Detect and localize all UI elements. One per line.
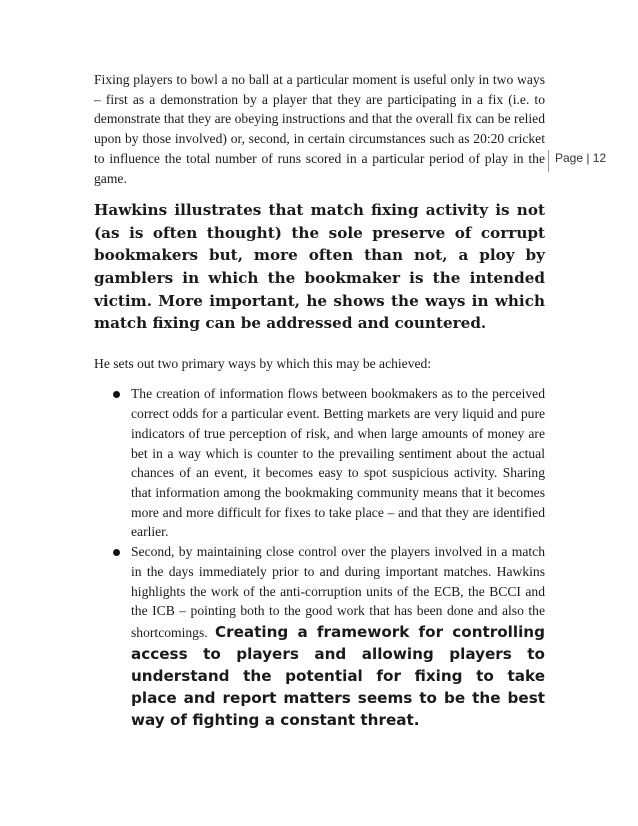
page-number: Page | 12 [548,150,606,172]
bullet-text-player-control-normal: Second, by maintaining close control over the players involved in a match in the days immediately prior to and during important matches. Hawkins highlights the work of the anti-corruption units of the ECB, the BCCI and the ICB – pointing both to the good work that has been done and also the shortcomings. [131,544,545,640]
bullet-text-player-control [131,542,545,731]
paragraph-hawkins-summary: Hawkins illustrates that match fixing activity is not (as is often thought) the sole preserve of corrupt bookmakers but, more often than not, a ploy by gamblers in which the bookmaker is the intended victim. More important, he shows the ways in which match fixing can be addressed and countered. [94,201,545,333]
list-item [94,542,545,731]
paragraph-primary-ways-intro: He sets out two primary ways by which this may be achieved: [94,355,432,371]
paragraph-no-ball-fixing: Fixing players to bowl a no ball at a particular moment is useful only in two ways – first as a demonstration by a player that they are participating in a fix (i.e. to demonstrate that they are obeying instructions and that the overall fix can be relied upon by those involved) or, second, in certain circumstances such as 20:20 cricket to influence the total number of runs scored in a particular period of play in the game. [94,72,545,186]
document-body [94,70,545,731]
bullet-list [94,384,545,730]
bullet-icon [113,549,120,556]
bullet-text-player-control-emphasis: Creating a framework for controlling access to players and allowing players to understand the potential for fixing to take place and report matters seems to be the best way of fighting a constant threat. [131,622,545,729]
bullet-icon [113,391,120,398]
list-item [94,384,545,542]
bullet-text-information-flows: The creation of information flows between bookmakers as to the perceived correct odds for a particular event. Betting markets are very liquid and pure indicators of true perception of risk, and when large amounts of money are bet in a way which is counter to the prevailing sentiment about the actual chances of an event, it becomes easy to spot suspicious activity. Sharing that information among the bookmaking community means that it becomes more and more difficult for fixes to take place – and that they are identified earlier. [131,386,545,540]
